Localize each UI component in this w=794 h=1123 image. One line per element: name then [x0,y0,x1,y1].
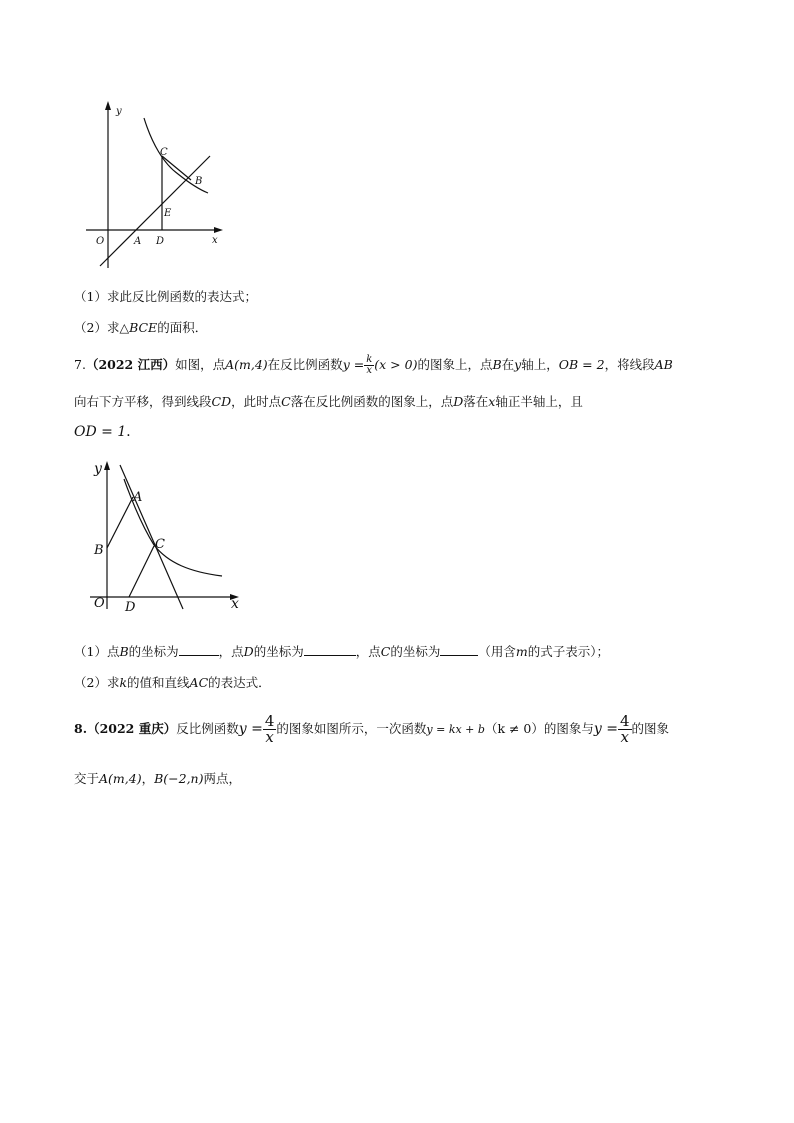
problem7-fraction [364,355,374,376]
problem6-q2-triangle: △BCE [119,320,158,335]
fig2-label-o: O [94,596,105,611]
problem8-point-b: B(−2,n) [154,771,204,786]
fig1-label-c: C [160,147,168,158]
problem7-text: 轴正半轴上，且 [495,394,583,409]
fig1-label-a: A [134,236,142,247]
figure-2-graph [82,457,252,617]
problem8-fn-y: y = [238,721,263,737]
fig2-label-x: x [231,596,239,612]
fig2-label-d: D [125,600,136,615]
problem7-period: ． [126,424,141,440]
problem8-fraction-num: 4 [264,712,275,730]
problem7-var-d: D [453,394,464,409]
problem7-text: 落在反比例函数的图象上，点 [290,394,454,409]
problem6-q2-prefix: （2）求 [74,320,120,335]
problem7-fraction-num: k [366,354,373,365]
answer-blank-d[interactable] [304,643,356,656]
figure-1-graph [78,98,228,273]
problem7-text: ，此时点 [231,394,282,409]
problem7-var-b: B [492,357,502,372]
problem7-q1-text: 的坐标为 [128,644,179,659]
problem7-od: OD = 1 [74,424,127,440]
problem7-q1-text: （用含 [478,644,516,659]
problem7-q1-text: ，点 [218,644,244,659]
problem7-q2-text: （2）求 [74,675,120,690]
problem8-text: 反比例函数 [176,721,239,736]
problem8-line1 [74,712,669,747]
problem7-text: 的图象上，点 [417,357,493,372]
problem7-q1-text: 的式子表示）； [527,644,609,659]
problem8-text: 的图象如图所示，一次函数 [276,721,427,736]
problem7-cd: CD [211,394,232,409]
problem7-text: 在 [501,357,515,372]
problem7-question1 [74,642,609,662]
problem8-fraction [263,714,277,745]
fig1-label-x: x [212,235,218,246]
fig1-label-d: D [156,236,165,247]
problem7-q2-var-k: k [119,675,128,690]
problem7-q1-var-m: m [515,644,528,659]
problem7-q1-var-b: B [119,644,129,659]
problem7-q2-text: 的值和直线 [127,675,190,690]
problem7-q1-text: （1）点 [74,644,120,659]
problem8-text: 交于 [74,771,100,786]
problem7-q2-text: 的表达式． [208,675,271,690]
fig1-label-b: B [195,176,203,187]
problem8-fraction-den-2: x [620,728,629,746]
problem8-text: 的图象与 [543,721,594,736]
problem7-text: 落在 [463,394,489,409]
problem8-fraction-2 [618,714,632,745]
problem7-line3 [74,422,140,442]
problem8-fn-y-2: y = [593,721,618,737]
problem7-fraction-den: x [366,365,373,376]
problem7-fn-condition: (x > 0) [374,357,418,372]
problem7-text: 如图，点 [175,357,226,372]
problem7-text: 在反比例函数 [267,357,343,372]
answer-blank-c[interactable] [440,643,478,656]
problem7-text: ，将线段 [604,357,655,372]
fig2-label-a: A [133,490,143,505]
problem6-question1 [74,287,257,307]
problem8-text: 的图象 [631,721,670,736]
fig1-label-o: O [96,236,105,247]
problem7-text: 向右下方平移，得到线段 [74,394,212,409]
problem7-line2 [74,392,583,412]
problem6-question2 [74,318,207,338]
answer-blank-b[interactable] [179,643,219,656]
fig1-label-y: y [116,106,122,117]
problem8-fraction-den: x [265,728,274,746]
problem7-var-c: C [281,394,291,409]
problem8-condition: （k ≠ 0） [484,721,544,736]
problem7-var-y: y [514,357,522,372]
problem7-var-x: x [488,394,496,409]
problem7-question2 [74,673,271,693]
problem8-fraction-num-2: 4 [620,712,630,730]
problem7-fn-y: y = [342,357,365,372]
problem7-q1-text: ，点 [355,644,381,659]
problem8-linear: y = kx + b [426,723,485,736]
problem6-q1-text: （1）求此反比例函数的表达式； [74,289,257,304]
problem8-point-a: A(m,4) [99,771,142,786]
fig2-label-b: B [94,543,104,558]
problem7-text: 轴上， [521,357,559,372]
problem7-ab: AB [654,357,673,372]
fig2-label-c: C [155,537,165,552]
problem7-q2-ac: AC [189,675,209,690]
problem7-number: 7. [74,357,86,372]
problem8-comma: ， [141,771,155,786]
problem7-point-a: A(m,4) [225,357,268,372]
problem8-number: 8. [74,721,88,736]
problem7-ob: OB = 2 [558,357,605,372]
problem7-q1-var-d: D [243,644,254,659]
problem8-line2 [74,769,241,789]
problem7-source: （2022 江西） [85,357,176,372]
problem8-source: （2022 重庆） [87,721,177,736]
problem6-q2-suffix: 的面积． [157,320,208,335]
problem7-line1 [74,355,673,376]
fig2-label-y: y [94,461,102,477]
problem7-q1-text: 的坐标为 [390,644,441,659]
problem8-text: 两点， [203,771,241,786]
problem7-q1-text: 的坐标为 [253,644,304,659]
problem7-q1-var-c: C [380,644,391,659]
fig1-label-e: E [164,208,172,219]
